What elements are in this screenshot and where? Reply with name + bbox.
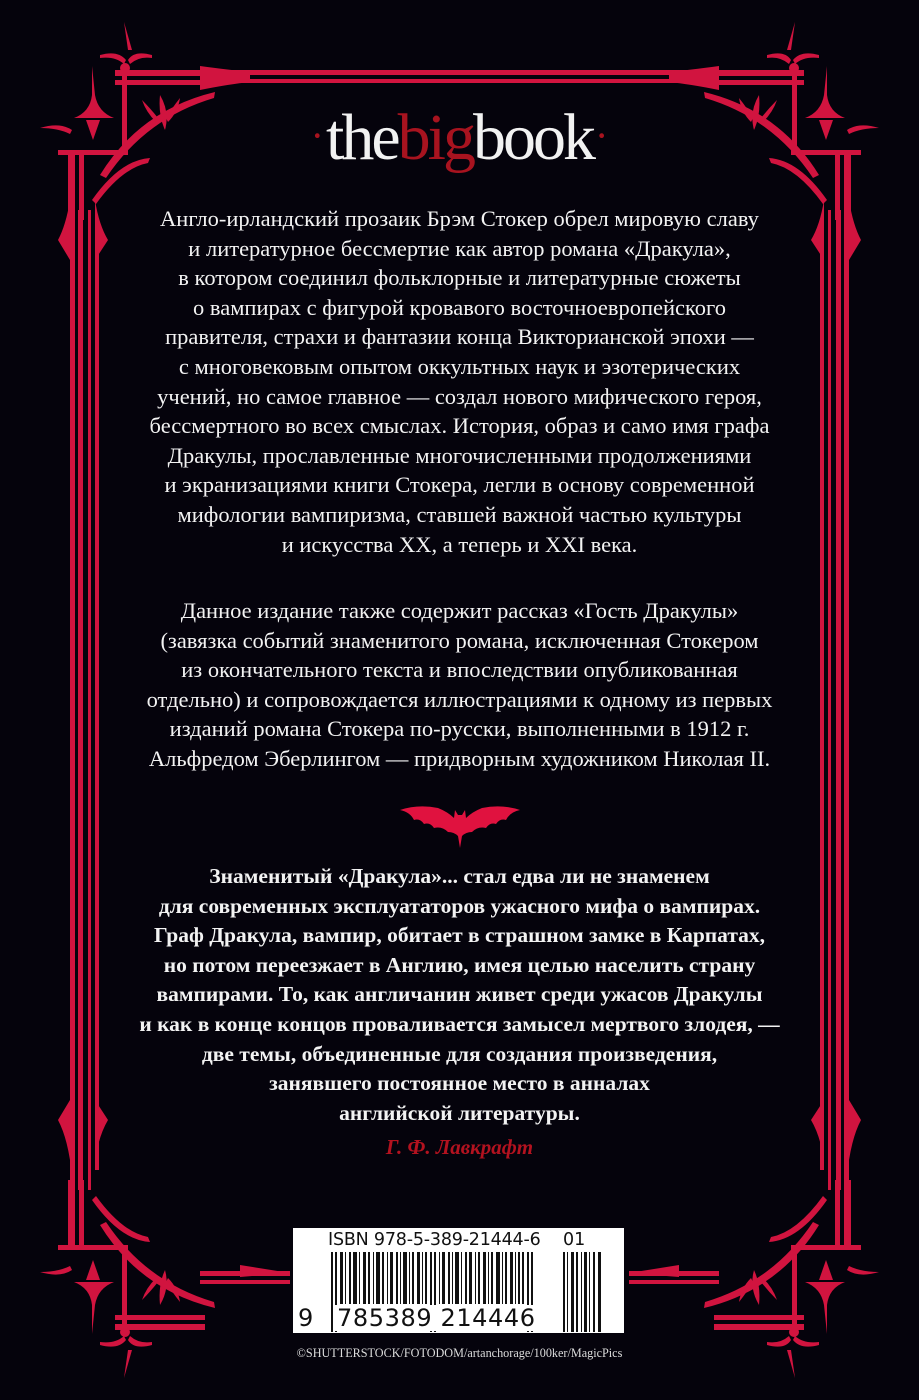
text-line: Дракулы, прославленные многочисленными продолжениями	[167, 442, 752, 468]
text-line: изданий романа Стокера по-русски, выполненными в 1912 г.	[169, 716, 750, 742]
logo-big: big	[397, 101, 473, 174]
text-line: с многовековым опытом оккультных наук и эзотерических	[178, 353, 741, 379]
text-line: о вампирах с фигурой кровавого восточноевропейского	[193, 294, 726, 320]
quote-line: для современных эксплуататоров ужасного мифа о вампирах.	[158, 893, 761, 918]
quote-line: английской литературы.	[339, 1100, 580, 1125]
quote-line: две темы, объединенные для создания произведения,	[201, 1041, 718, 1066]
quote-line: Граф Дракула, вампир, обитает в страшном замке в Карпатах,	[153, 923, 766, 948]
quote-line: и как в конце концов проваливается замысел мертвого злодея, —	[139, 1011, 780, 1036]
quote-line: занявшего постоянное место в анналах	[269, 1071, 650, 1096]
text-line: (завязка событий знаменитого романа, исключенная Стокером	[160, 627, 759, 653]
logo-the: the	[326, 101, 398, 174]
text-line: в котором соединил фольклорные и литературные сюжеты	[178, 265, 741, 291]
text-line: и литературное бессмертие как автор романа «Дракула»,	[188, 235, 731, 261]
text-line: Альфредом Эберлингом — придворным художником Николая II.	[148, 745, 771, 771]
image-credit: ©SHUTTERSTOCK/FOTODOM/artanchorage/100ker/MagicPics	[296, 1346, 623, 1360]
logo-book: book	[472, 101, 593, 174]
publisher-logo	[0, 96, 919, 178]
text-line: Англо-ирландский прозаик Брэм Стокер обрел мировую славу	[160, 206, 759, 231]
text-line: мифологии вампиризма, ставшей важной частью культуры	[177, 501, 742, 527]
isbn-label: ISBN 978-5-389-21444-6	[328, 1230, 541, 1250]
text-line: и экранизациями книги Стокера, легли в основу современной	[164, 472, 755, 498]
quote-attribution: Г. Ф. Лавкрафт	[385, 1135, 534, 1159]
lovecraft-quote	[120, 862, 799, 1128]
barcode-lead-digit: 9	[298, 1304, 314, 1332]
quote-line: вампирами. То, как англичанин живет среди ужасов Дракулы	[156, 982, 763, 1007]
frame-right-rail	[811, 200, 861, 1190]
barcode-digits: 785389 214446	[337, 1304, 536, 1332]
frame-top-rail	[200, 66, 719, 90]
frame-left-rail	[58, 200, 108, 1190]
text-line: отдельно) и сопровождается иллюстрациями к одному из первых	[146, 686, 773, 712]
logo-dot-left: ·	[310, 113, 324, 158]
description-paragraph-2	[120, 596, 799, 774]
logo-dot-right: ·	[594, 113, 609, 158]
isbn-addon: 01	[563, 1230, 586, 1250]
text-line: и искусства XX, а теперь и XXI века.	[281, 531, 638, 557]
bat-icon	[398, 798, 522, 848]
text-line: учений, но самое главное — создал нового мифического героя,	[157, 383, 762, 409]
text-line: из окончательного текста и впоследствии опубликованная	[181, 657, 738, 683]
text-line: Данное издание также содержит рассказ «Гость Дракулы»	[180, 598, 739, 623]
text-line: бессмертного во всех смыслах. История, образ и само имя графа	[149, 413, 770, 439]
quote-line: но потом переезжает в Англию, имея целью населить страну	[163, 952, 756, 977]
quote-line: Знаменитый «Дракула»... стал едва ли не знаменем	[209, 864, 710, 888]
description-paragraph-1	[120, 204, 799, 559]
text-line: правителя, страхи и фантазии конца Викторианской эпохи —	[165, 324, 754, 350]
isbn-barcode	[293, 1228, 624, 1333]
